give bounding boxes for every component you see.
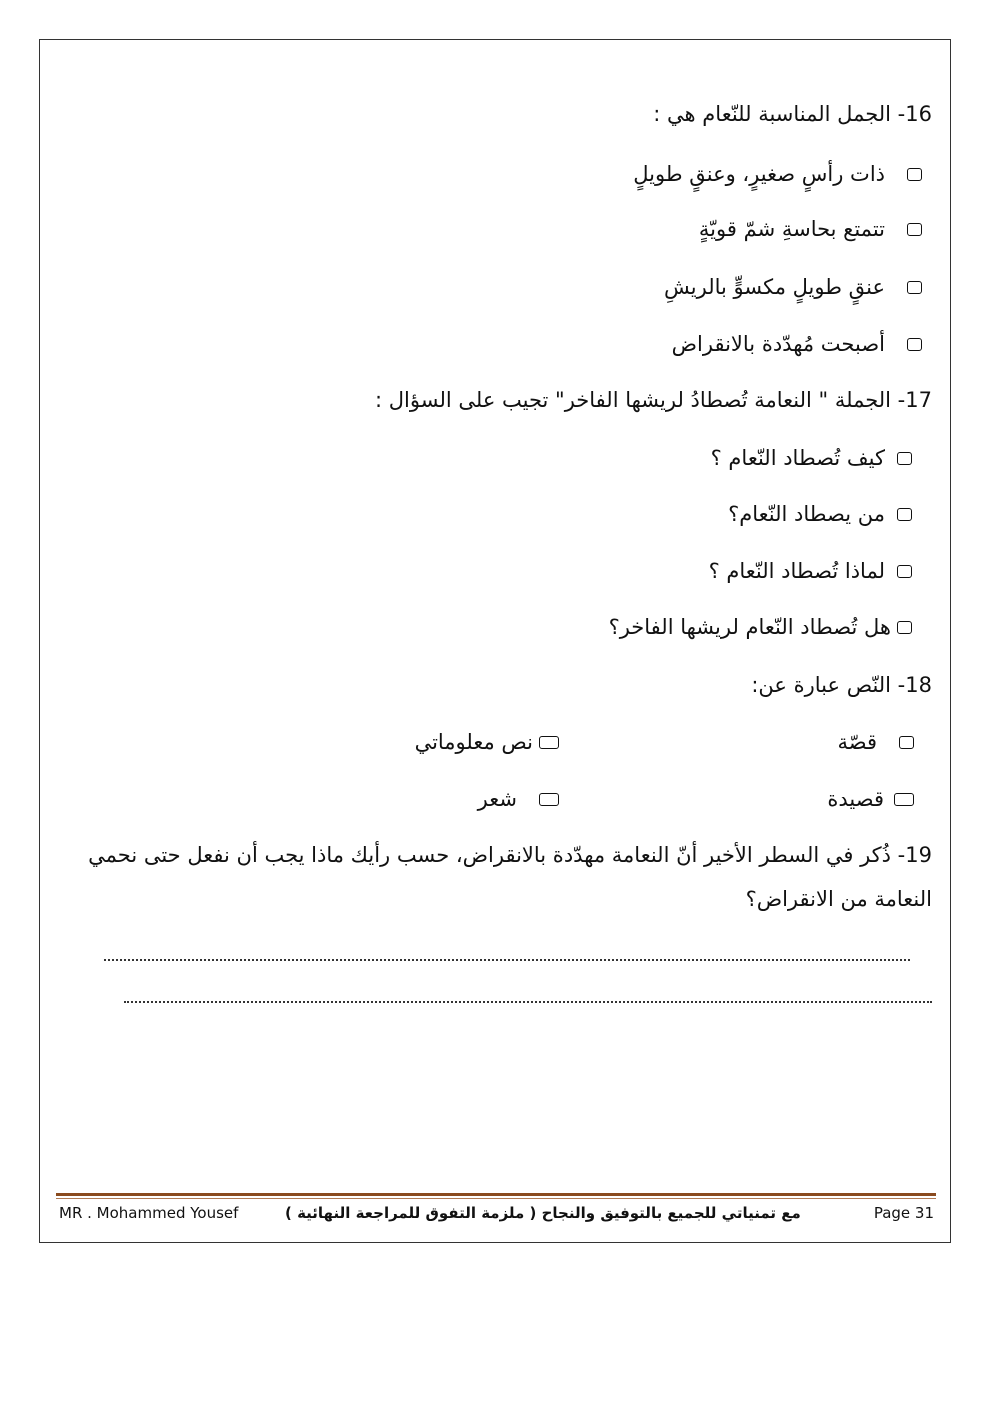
q18-option-story[interactable] xyxy=(837,730,914,754)
question-16-title: 16- الجمل المناسبة للنّعام هي : xyxy=(653,102,932,126)
footer-rule xyxy=(56,1193,936,1196)
q16-option-3-label: عنقٍ طويلٍ مكسوٍّ بالريشِ xyxy=(664,275,885,299)
checkbox-icon[interactable] xyxy=(897,621,912,634)
q17-option-4[interactable] xyxy=(609,615,912,639)
q18-option-poetry-label: شعر xyxy=(477,787,517,811)
q16-option-2[interactable] xyxy=(699,217,922,241)
footer-rule-thin xyxy=(56,1198,936,1199)
q18-option-poetry[interactable] xyxy=(478,787,559,811)
q17-option-1-label: كيف تُصطاد النّعام ؟ xyxy=(710,446,885,470)
checkbox-icon[interactable] xyxy=(894,793,914,806)
answer-line-2[interactable] xyxy=(124,1001,932,1003)
q17-option-3[interactable] xyxy=(709,559,912,583)
checkbox-icon[interactable] xyxy=(539,793,559,806)
checkbox-icon[interactable] xyxy=(907,338,922,351)
checkbox-icon[interactable] xyxy=(907,168,922,181)
checkbox-icon[interactable] xyxy=(897,565,912,578)
q18-option-poem-qasida[interactable] xyxy=(827,787,914,811)
q17-option-1[interactable] xyxy=(711,446,912,470)
checkbox-icon[interactable] xyxy=(907,223,922,236)
q17-option-3-label: لماذا تُصطاد النّعام ؟ xyxy=(708,559,885,583)
question-19-line-2: النعامة من الانقراض؟ xyxy=(745,887,932,911)
question-17-title: 17- الجملة " النعامة تُصطادُ لريشها الفاخر" تجيب على السؤال : xyxy=(375,388,932,412)
q16-option-4[interactable] xyxy=(672,332,922,356)
q17-option-2[interactable] xyxy=(728,502,912,526)
q16-option-2-label: تتمتع بحاسةِ شمّ قويّةٍ xyxy=(698,217,885,241)
footer-center-text: مع تمنياتي للجميع بالتوفيق والنجاح ( ملزمة التفوق للمراجعة النهائية ) xyxy=(285,1204,801,1222)
q16-option-4-label: أصبحت مُهدّدة بالانقراض xyxy=(671,332,885,356)
q17-option-2-label: من يصطاد النّعام؟ xyxy=(728,502,885,526)
q17-option-4-label: هل تُصطاد النّعام لريشها الفاخر؟ xyxy=(608,615,891,639)
question-19-line-1: 19- ذُكر في السطر الأخير أنّ النعامة مهدّدة بالانقراض، حسب رأيك ماذا يجب أن نفعل حتى نحمي xyxy=(88,843,932,867)
q18-option-info-text[interactable] xyxy=(415,730,559,754)
checkbox-icon[interactable] xyxy=(897,508,912,521)
question-18-title: 18- النّص عبارة عن: xyxy=(751,673,932,697)
footer-author: MR . Mohammed Yousef xyxy=(59,1204,239,1222)
footer-page-number: Page 31 xyxy=(873,1204,934,1222)
checkbox-icon[interactable] xyxy=(899,736,914,749)
answer-line-1[interactable] xyxy=(104,959,910,961)
checkbox-icon[interactable] xyxy=(907,281,922,294)
q16-option-1-label: ذات رأسٍ صغيرٍ، وعنقٍ طويلٍ xyxy=(633,162,885,186)
q16-option-3[interactable] xyxy=(664,275,922,299)
q18-option-story-label: قصّة xyxy=(837,730,877,754)
q18-option-poem-qasida-label: قصيدة xyxy=(827,787,884,811)
q18-option-info-text-label: نص معلوماتي xyxy=(414,730,533,754)
checkbox-icon[interactable] xyxy=(539,736,559,749)
q16-option-1[interactable] xyxy=(633,162,922,186)
checkbox-icon[interactable] xyxy=(897,452,912,465)
